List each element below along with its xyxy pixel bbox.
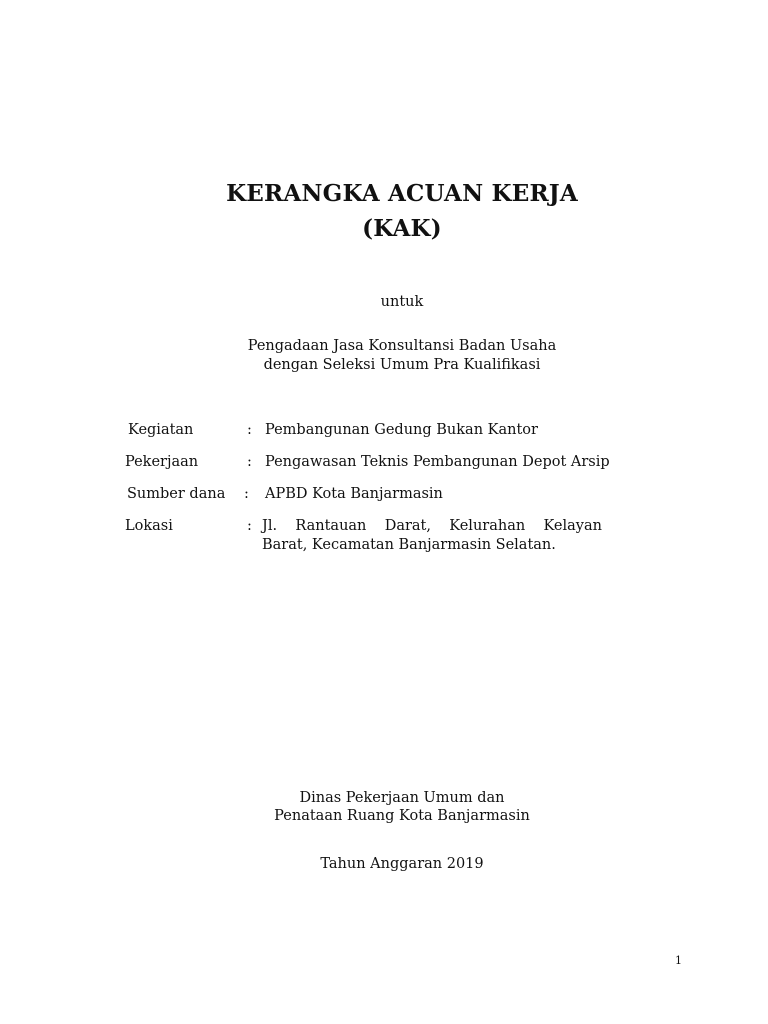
lokasi-word: Jl. xyxy=(262,518,278,534)
detail-separator: : xyxy=(247,518,252,534)
detail-row-kegiatan xyxy=(0,422,768,442)
detail-label-kegiatan: Kegiatan xyxy=(128,422,194,438)
detail-separator: : xyxy=(247,454,252,470)
detail-separator: : xyxy=(244,486,249,502)
lokasi-word: Kelurahan xyxy=(449,518,526,534)
detail-value-sumber-dana: APBD Kota Banjarmasin xyxy=(265,486,443,502)
lokasi-word: Darat, xyxy=(384,518,431,534)
detail-value-lokasi-line1 xyxy=(262,518,602,534)
detail-row-pekerjaan xyxy=(0,454,768,474)
document-title-abbreviation: (KAK) xyxy=(362,215,442,242)
lokasi-word: Kelayan xyxy=(543,518,602,534)
procurement-subtitle-line1: Pengadaan Jasa Konsultansi Badan Usaha xyxy=(247,338,557,354)
for-label: untuk xyxy=(380,294,424,310)
lokasi-word: Rantauan xyxy=(295,518,367,534)
detail-value-pekerjaan: Pengawasan Teknis Pembangunan Depot Arsip xyxy=(265,454,610,470)
detail-label-pekerjaan: Pekerjaan xyxy=(125,454,199,470)
budget-year: Tahun Anggaran 2019 xyxy=(320,856,484,872)
agency-name-line2: Penataan Ruang Kota Banjarmasin xyxy=(274,808,530,824)
detail-separator: : xyxy=(247,422,252,438)
document-title: KERANGKA ACUAN KERJA xyxy=(226,180,578,207)
detail-row-sumber-dana xyxy=(0,486,768,506)
detail-value-lokasi-line2: Barat, Kecamatan Banjarmasin Selatan. xyxy=(262,537,556,553)
page-number: 1 xyxy=(675,954,682,967)
agency-name-line1: Dinas Pekerjaan Umum dan xyxy=(299,790,505,806)
detail-label-lokasi: Lokasi xyxy=(125,518,173,534)
detail-label-sumber-dana: Sumber dana xyxy=(127,486,226,502)
detail-value-kegiatan: Pembangunan Gedung Bukan Kantor xyxy=(265,422,538,438)
procurement-subtitle-line2: dengan Seleksi Umum Pra Kualifikasi xyxy=(263,357,541,373)
